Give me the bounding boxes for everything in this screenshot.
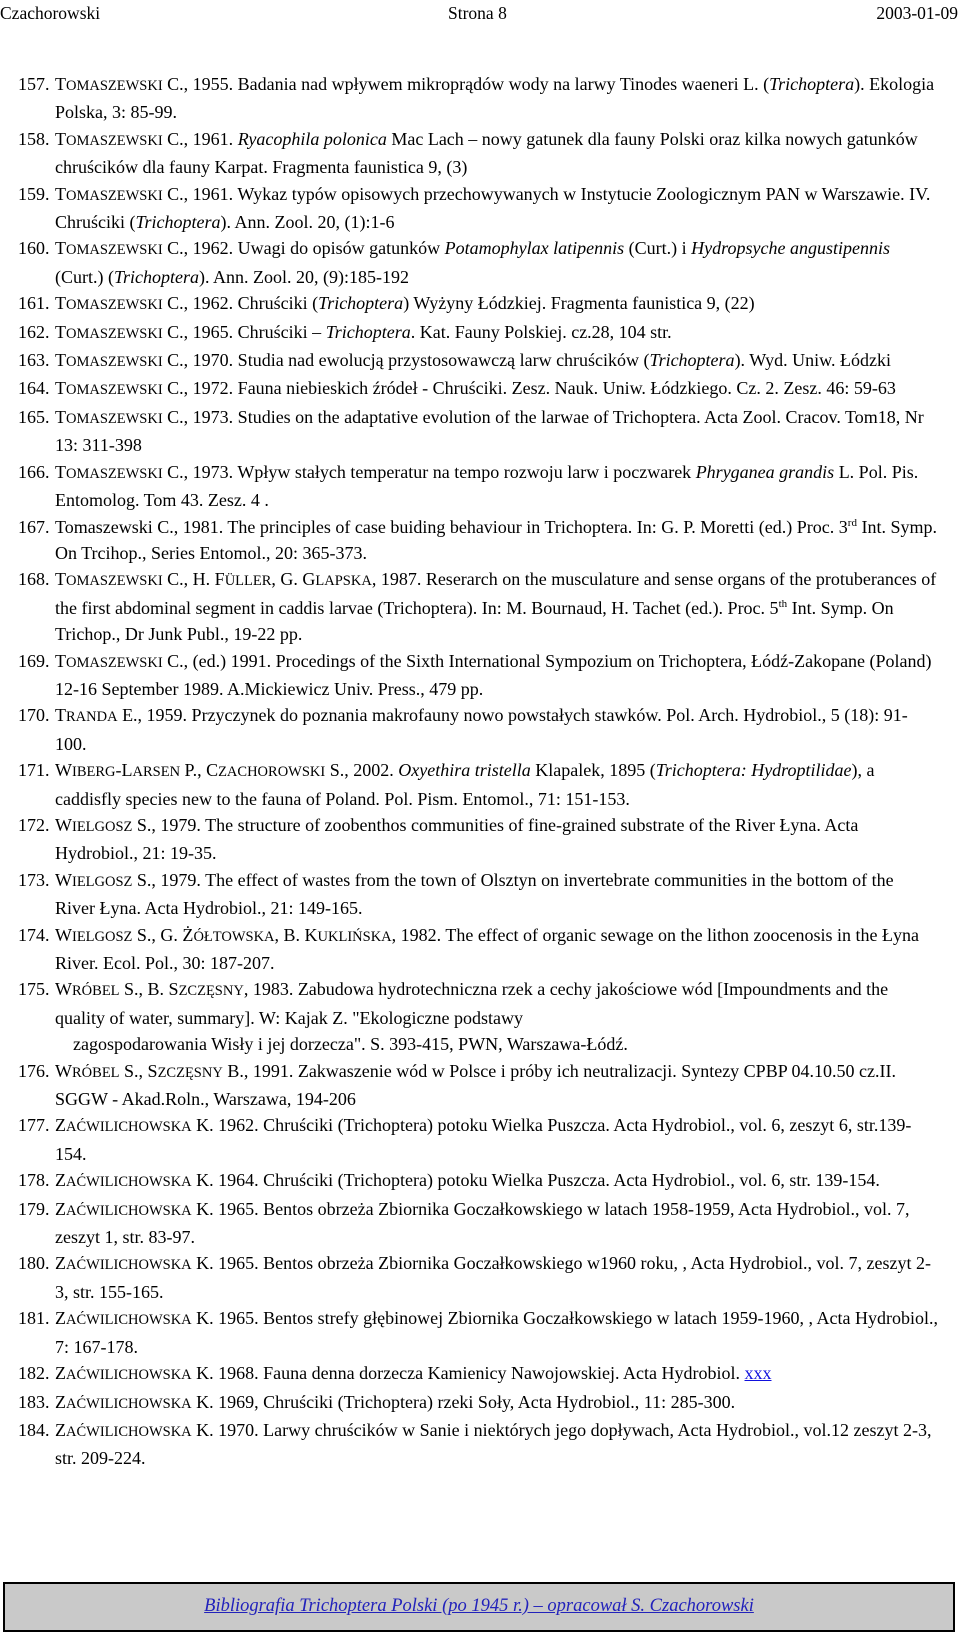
bibliography-entry <box>18 235 938 290</box>
entry-text: RANDA <box>66 709 118 726</box>
entry-text: T <box>55 461 66 482</box>
entry-text: , 1987. Reserarch on the musculature and sense organs of the protuberances of the first abdominal segment in caddis larvae (Trichoptera). In: M. Bournaud, H. Tachet (ed.). Proc. 5 <box>55 569 937 618</box>
entry-text: Potamophylax latipennis <box>444 238 625 259</box>
entry-text: RÓBEL <box>72 983 120 1000</box>
entry-text: Oxyethira tristella <box>398 760 531 781</box>
entry-text: K. 1965. Bentos strefy głębinowej Zbiornika Goczałkowskiego w latach 1959-1960, , Acta Hydrobiol., 7: 167-178. <box>55 1308 939 1357</box>
bibliography-entry <box>18 1389 938 1417</box>
entry-number: 160. <box>18 238 50 259</box>
entry-text: C., 1962. Chruściki ( <box>162 293 319 314</box>
entry-text: T <box>55 705 66 726</box>
entry-text: OMASZEWSKI <box>66 354 163 371</box>
entry-text: K. 1965. Bentos obrzeża Zbiornika Goczałkowskiego w1960 roku, , Acta Hydrobiol., vol. 7, zeszyt 2-3, str. 155-165. <box>55 1253 931 1302</box>
entry-text: C., 1972. Fauna niebieskich źródeł - Chruściki. Zesz. Nauk. Uniw. Łódzkiego. Cz. 2. Zesz. 46: 59-63 <box>162 378 896 399</box>
bibliography-entry <box>18 648 938 703</box>
entry-text: K. 1968. Fauna denna dorzecza Kamienicy Nawojowskiej. Acta Hydrobiol. <box>191 1363 745 1384</box>
bibliography-entry <box>18 375 938 403</box>
entry-number: 181. <box>18 1308 50 1329</box>
entry-text: K. 1964. Chruściki (Trichoptera) potoku Wielka Puszcza. Acta Hydrobiol., vol. 6, str. 139-154. <box>191 1170 880 1191</box>
entry-text: Z <box>55 1391 66 1412</box>
entry-text: T <box>55 350 66 371</box>
entry-text: Int. Symp. On Trcihop., Series Entomol., 20: 365-373. <box>55 516 937 563</box>
bibliography-entry <box>18 922 938 977</box>
entry-text: , 1983. Zabudowa hydrotechniczna rzek a cechy jakościowe wód [Impoundments and the quality of water, summary]. W: Kajak Z. "Ekologiczne podstawy <box>55 979 889 1028</box>
entry-text: T <box>55 293 66 314</box>
entry-text: S., 2002. <box>325 760 399 781</box>
bibliography-entry <box>18 757 938 812</box>
entry-number: 167. <box>18 516 50 537</box>
entry-text: T <box>55 183 66 204</box>
entry-text: C., 1962. Uwagi do opisów gatunków <box>162 238 445 259</box>
entry-text: AĆWILICHOWSKA <box>66 1395 192 1412</box>
bibliography-entry <box>18 404 938 459</box>
entry-number: 184. <box>18 1419 50 1440</box>
entry-text: IBERG <box>72 764 116 781</box>
entry-text: P., C <box>180 760 219 781</box>
entry-text: OMASZEWSKI <box>66 242 163 259</box>
bibliography-entry <box>18 514 938 567</box>
entry-number: 179. <box>18 1198 50 1219</box>
entry-text: , G. G <box>271 569 316 590</box>
bibliography-entry <box>18 702 938 757</box>
entry-text: Z <box>55 1115 66 1136</box>
entry-text: Z <box>55 1419 66 1440</box>
bibliography-entry <box>18 976 938 1057</box>
entry-text: ZCZĘSNY <box>157 1064 223 1081</box>
bibliography-list <box>18 71 938 1472</box>
entry-text: ). Wyd. Uniw. Łódzki <box>734 350 891 371</box>
entry-number: 164. <box>18 378 50 399</box>
entry-number: 157. <box>18 74 50 94</box>
bibliography-entry <box>18 1196 938 1251</box>
entry-text: T <box>55 238 66 259</box>
entry-text: T <box>55 406 66 427</box>
entry-text: OMASZEWSKI <box>66 465 163 482</box>
entry-text: T <box>55 569 66 590</box>
entry-text: Trichoptera <box>769 74 855 94</box>
entry-text: ZACHOROWSKI <box>218 764 326 781</box>
entry-text: C., H. F <box>162 569 225 590</box>
entry-text: OMASZEWSKI <box>66 573 163 590</box>
entry-text: Trichoptera <box>325 321 411 342</box>
entry-text: OMASZEWSKI <box>66 325 163 342</box>
entry-text: Klapalek, 1895 ( <box>530 760 656 781</box>
entry-text: ). Ekologia Polska, 3: 85-99. <box>55 74 935 123</box>
entry-text: Z <box>55 1170 66 1191</box>
entry-text: RÓBEL <box>72 1064 120 1081</box>
entry-text: Int. Symp. On Trichop., Dr Junk Publ., 19-22 pp. <box>55 597 894 645</box>
entry-text: S., B. S <box>119 979 179 1000</box>
bibliography-entry <box>18 1058 938 1113</box>
entry-text: ARSEN <box>132 764 181 781</box>
bibliography-entry <box>18 1360 938 1388</box>
entry-number: 178. <box>18 1170 50 1191</box>
bibliography-entry <box>18 1167 938 1195</box>
entry-text: S., 1979. The effect of wastes from the town of Olsztyn on invertebrate communities in the bottom of the River Łyna. Acta Hydrobiol., 21: 149-165. <box>55 869 894 919</box>
entry-text: ÜLLER <box>224 573 272 590</box>
entry-number: 161. <box>18 293 50 314</box>
entry-text: S., G. Ż <box>132 924 194 945</box>
entry-text: W <box>55 1060 72 1081</box>
entry-text: C., 1965. Chruściki – <box>162 321 326 342</box>
entry-text: ). Ann. Zool. 20, (1):1-6 <box>220 212 395 233</box>
entry-text[interactable]: xxx <box>744 1363 772 1384</box>
entry-text: Z <box>55 1363 66 1384</box>
entry-text: K. 1969, Chruściki (Trichoptera) rzeki Soły, Acta Hydrobiol., 11: 285-300. <box>191 1391 736 1412</box>
entry-text: C., 1970. Studia nad ewolucją przystosowawczą larw chruścików ( <box>162 350 650 371</box>
entry-text: K. 1970. Larwy chruścików w Sanie i niektórych jego dopływach, Acta Hydrobiol., vol.12 zeszyt 2-3, str. 209-224. <box>55 1419 932 1469</box>
entry-text: T <box>55 650 66 671</box>
entry-text: L. Pol. Pis. Entomolog. Tom 43. Zesz. 4 . <box>55 461 919 511</box>
entry-text: Phryganea grandis <box>695 461 835 482</box>
entry-number: 182. <box>18 1363 50 1384</box>
entry-text: LAPSKA <box>315 573 372 590</box>
entry-text: T <box>55 128 66 149</box>
entry-text: C., 1961. Wykaz typów opisowych przechowywanych w Instytucie Zoologicznym PAN w Warszawie. IV. Chruściki ( <box>55 183 931 233</box>
entry-text: Trichoptera: Hydroptilidae <box>655 760 852 781</box>
entry-text: OMASZEWSKI <box>66 297 163 314</box>
entry-text: Tomaszewski C., 1981. The principles of case buiding behaviour in Trichoptera. In: G. P. Moretti (ed.) Proc. 3 <box>55 516 848 537</box>
entry-number: 175. <box>18 979 50 1000</box>
header-date: 2003-01-09 <box>876 3 958 23</box>
entry-text: ZCZĘSNY <box>178 983 244 1000</box>
entry-text: OMASZEWSKI <box>66 78 163 94</box>
entry-text: OMASZEWSKI <box>66 654 163 671</box>
bibliography-entry <box>18 290 938 318</box>
entry-text: AĆWILICHOWSKA <box>66 1202 192 1219</box>
entry-text: AĆWILICHOWSKA <box>66 1312 192 1329</box>
bibliography-entry <box>18 1305 938 1360</box>
entry-text: K. 1962. Chruściki (Trichoptera) potoku Wielka Puszcza. Acta Hydrobiol., vol. 6, zeszyt 6, str.139-154. <box>55 1115 912 1164</box>
entry-text: rd <box>847 516 857 529</box>
header-page-number: Strona 8 <box>448 3 507 23</box>
entry-number: 168. <box>18 569 50 590</box>
entry-text: B., 1991. Zakwaszenie wód w Polsce i próby ich neutralizacji. Syntezy CPBP 04.10.50 cz.II. SGGW - Akad.Roln., Warszawa, 194-206 <box>55 1060 897 1110</box>
entry-text: Z <box>55 1198 66 1219</box>
entry-number: 174. <box>18 924 50 945</box>
entry-number: 180. <box>18 1253 50 1274</box>
entry-number: 158. <box>18 128 50 149</box>
entry-number: 173. <box>18 869 50 890</box>
entry-text: UKLIŃSKA <box>317 928 392 945</box>
bibliography-entry <box>18 459 938 514</box>
entry-text: OMASZEWSKI <box>66 187 163 204</box>
bibliography-entry <box>18 71 938 126</box>
entry-text: (Curt.) ( <box>55 266 114 287</box>
bibliography-entry <box>18 867 938 922</box>
entry-text: Ryacophila polonica <box>237 128 387 149</box>
entry-text: , 1982. The effect of organic sewage on the lithon zoocenosis in the Łyna River. Ecol. Pol., 30: 187-207. <box>55 924 920 973</box>
entry-text: W <box>55 979 72 1000</box>
entry-text: AĆWILICHOWSKA <box>66 1174 192 1191</box>
entry-text: Z <box>55 1308 66 1329</box>
bibliography-entry <box>18 181 938 236</box>
entry-text: AĆWILICHOWSKA <box>66 1119 192 1136</box>
bibliography-entry <box>18 126 938 181</box>
entry-text: C., 1961. <box>162 128 238 149</box>
entry-text: AĆWILICHOWSKA <box>66 1257 192 1274</box>
entry-number: 159. <box>18 183 50 204</box>
entry-text: OMASZEWSKI <box>66 382 163 399</box>
bibliography-entry <box>18 812 938 867</box>
entry-text: W <box>55 760 72 781</box>
bibliography-entry <box>18 319 938 347</box>
entry-text: W <box>55 869 72 890</box>
entry-text: IELGOSZ <box>72 873 133 890</box>
entry-number: 183. <box>18 1391 50 1412</box>
entry-text: . Kat. Fauny Polskiej. cz.28, 104 str. <box>410 321 672 342</box>
entry-number: 162. <box>18 321 50 342</box>
entry-text: ) Wyżyny Łódzkiej. Fragmenta faunistica 9, (22) <box>403 293 755 314</box>
entry-text: OMASZEWSKI <box>66 132 163 149</box>
entry-text: ). Ann. Zool. 20, (9):185-192 <box>199 266 409 287</box>
entry-number: 172. <box>18 814 50 835</box>
entry-number: 176. <box>18 1060 50 1081</box>
entry-text: T <box>55 321 66 342</box>
entry-text: Z <box>55 1253 66 1274</box>
header-author: Czachorowski <box>0 3 101 23</box>
entry-text: W <box>55 814 72 835</box>
entry-text: Hydropsyche angustipennis <box>691 238 890 259</box>
entry-number: 177. <box>18 1115 50 1136</box>
footer-box <box>3 1582 955 1632</box>
entry-text: ), a caddisfly species new to the fauna of Poland. Pol. Pism. Entomol., 71: 151-153. <box>55 760 875 809</box>
entry-text: S., S <box>119 1060 158 1081</box>
entry-text: Mac Lach – nowy gatunek dla fauny Polski oraz kilka nowych gatunków chruścików dla fauny Karpat. Fragmenta faunistica 9, (3) <box>55 128 918 178</box>
entry-text: th <box>778 597 788 610</box>
footer-link[interactable]: Bibliografia Trichoptera Polski (po 1945 r.) – opracował S. Czachorowski <box>204 1596 754 1616</box>
entry-text: T <box>55 74 66 94</box>
entry-number: 165. <box>18 406 50 427</box>
entry-text: ÓŁTOWSKA <box>193 928 275 945</box>
bibliography-entry <box>18 1250 938 1305</box>
entry-number: 170. <box>18 705 50 726</box>
entry-text: Trichoptera <box>649 350 735 371</box>
entry-text: C., 1973. Wpływ stałych temperatur na tempo rozwoju larw i poczwarek <box>162 461 696 482</box>
entry-text: K. 1965. Bentos obrzeża Zbiornika Goczałkowskiego w latach 1958-1959, Acta Hydrobiol., vol. 7, zeszyt 1, str. 83-97. <box>55 1198 910 1248</box>
entry-text: C., 1955. Badania nad wpływem mikroprądów wody na larwy Tinodes waeneri L. ( <box>162 74 770 94</box>
entry-text: OMASZEWSKI <box>66 410 163 427</box>
entry-text: T <box>55 378 66 399</box>
entry-text: AĆWILICHOWSKA <box>66 1367 192 1384</box>
entry-text: Trichoptera <box>113 266 199 287</box>
entry-number: 163. <box>18 350 50 371</box>
bibliography-entry <box>18 1417 938 1472</box>
entry-text: C., 1973. Studies on the adaptative evolution of the larwae of Trichoptera. Acta Zool. Cracov. Tom18, Nr 13: 311-398 <box>55 406 924 456</box>
entry-text: IELGOSZ <box>72 928 133 945</box>
entry-text: Trichoptera <box>135 212 221 233</box>
entry-text: zagospodarowania Wisły i jej dorzecza". S. 393-415, PWN, Warszawa-Łódź. <box>73 1034 628 1055</box>
entry-text: , B. K <box>274 924 318 945</box>
entry-text: -L <box>115 760 133 781</box>
entry-text: (Curt.) i <box>624 238 692 259</box>
page-header <box>0 0 960 26</box>
entry-text: C., (ed.) 1991. Procedings of the Sixth International Sympozium on Trichoptera, Łódź-Zakopane (Poland) 12-16 September 1989. A.Mickiewicz Univ. Press., 479 pp. <box>55 650 932 699</box>
entry-text: S., 1979. The structure of zoobenthos communities of fine-grained substrate of the River Łyna. Acta Hydrobiol., 21: 19-35. <box>55 814 859 864</box>
entry-text: IELGOSZ <box>72 818 133 835</box>
bibliography-entry <box>18 566 938 647</box>
entry-text: E., 1959. Przyczynek do poznania makrofauny nowo powstałych stawków. Pol. Arch. Hydrobiol., 5 (18): 91-100. <box>55 705 908 754</box>
bibliography-entry <box>18 347 938 375</box>
entry-text: W <box>55 924 72 945</box>
entry-number: 169. <box>18 650 50 671</box>
entry-text: Trichoptera <box>318 293 404 314</box>
bibliography-entry <box>18 1112 938 1167</box>
entry-number: 171. <box>18 760 50 781</box>
entry-text: AĆWILICHOWSKA <box>66 1423 192 1440</box>
entry-number: 166. <box>18 461 50 482</box>
